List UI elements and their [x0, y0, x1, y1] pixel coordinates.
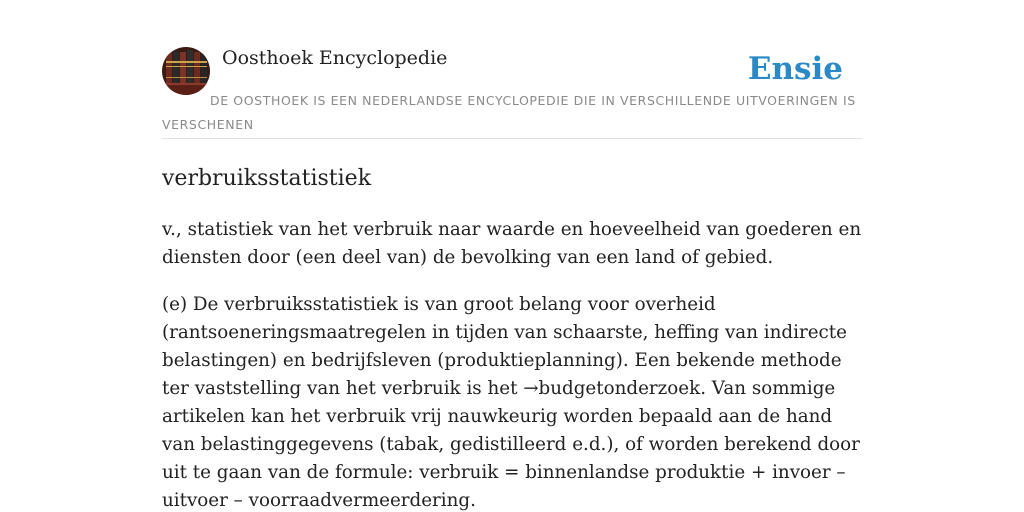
entry-body-text-before: (e) De verbruiksstatistiek is van groot belang voor overheid (rantsoeneringsmaatregelen in tijden van schaarste, heffing van indirecte belastingen) en bedrijfsleven (produktieplanning). Een bekende methode ter vaststelling van het verbruik is het: [162, 294, 847, 399]
entry-article: [162, 163, 867, 512]
entry-body-text-after: . Van sommige artikelen kan het verbruik vrij nauwkeurig worden bepaald aan de hand van belastinggegevens (tabak, gedistilleerd e.d.), of worden berekend door uit te gaan van de formule: verbruik = binnenlandse produktie + invoer – uitvoer – voorraadvermeerdering.: [162, 378, 860, 511]
site-tagline: DE OOSTHOEK IS EEN NEDERLANDSE ENCYCLOPEDIE DIE IN VERSCHILLENDE UITVOERINGEN IS VERSCHENEN: [162, 93, 856, 132]
site-name[interactable]: Oosthoek Encyclopedie: [222, 47, 448, 69]
budgetonderzoek-link[interactable]: →budgetonderzoek: [523, 378, 701, 399]
entry-body: [162, 291, 867, 512]
site-header: [162, 40, 862, 140]
ensie-logo-link[interactable]: Ensie: [747, 51, 843, 87]
header-divider: [162, 138, 862, 139]
entry-definition: v., statistiek van het verbruik naar waarde en hoeveelheid van goederen en diensten door (een deel van) de bevolking van een land of gebied.: [162, 219, 862, 268]
book-spines-icon: [162, 47, 210, 95]
entry-title: verbruiksstatistiek: [162, 166, 372, 191]
encyclopedia-avatar[interactable]: [162, 47, 210, 95]
